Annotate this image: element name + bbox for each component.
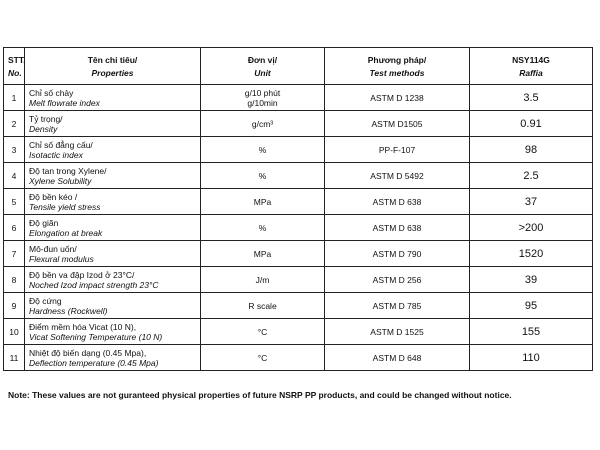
property-name-vi: Chỉ số đẳng cấu/	[29, 139, 93, 150]
row-number: 3	[4, 137, 25, 163]
property-name-vi: Mô-đun uốn/	[29, 243, 77, 254]
row-number: 1	[4, 85, 25, 111]
table-row	[4, 189, 593, 215]
table-row	[4, 137, 593, 163]
header-product: NSY114G Raffia	[470, 48, 593, 85]
footnote: Note: These values are not guranteed physical properties of future NSRP PP products, and could be changed without notice.	[8, 390, 512, 400]
table-header-row	[4, 48, 593, 85]
property-name-vi: Điểm mềm hóa Vicat (10 N),	[29, 321, 137, 332]
property-name-en: Xylene Solubility	[29, 175, 92, 186]
value-cell: 37	[470, 189, 593, 215]
property-name-vi: Tỷ trọng/	[29, 113, 63, 124]
table-row	[4, 345, 593, 371]
property-name-vi: Nhiệt độ biến dạng (0.45 Mpa),	[29, 347, 147, 358]
property-name-en: Isotactic index	[29, 149, 83, 160]
property-name-en: Melt flowrate index	[29, 97, 100, 108]
row-number: 6	[4, 215, 25, 241]
test-method-cell: ASTM D1505	[325, 111, 470, 137]
row-number: 10	[4, 319, 25, 345]
unit-cell: °C	[201, 345, 325, 371]
property-cell	[25, 137, 201, 163]
table-row	[4, 111, 593, 137]
property-name-vi: Độ bền va đập Izod ở 23°C/	[29, 269, 135, 280]
test-method-cell: ASTM D 648	[325, 345, 470, 371]
unit-cell: °C	[201, 319, 325, 345]
test-method-cell: ASTM D 1525	[325, 319, 470, 345]
property-cell	[25, 85, 201, 111]
property-name-en: Hardness (Rockwell)	[29, 305, 108, 316]
table-row	[4, 319, 593, 345]
value-cell: 2.5	[470, 163, 593, 189]
row-number: 4	[4, 163, 25, 189]
property-cell	[25, 163, 201, 189]
property-cell	[25, 111, 201, 137]
unit-cell: %	[201, 215, 325, 241]
property-cell	[25, 293, 201, 319]
header-test-methods: Phương pháp/ Test methods	[325, 48, 470, 85]
row-number: 2	[4, 111, 25, 137]
row-number: 7	[4, 241, 25, 267]
value-cell: 0.91	[470, 111, 593, 137]
test-method-cell: ASTM D 5492	[325, 163, 470, 189]
test-method-cell: ASTM D 256	[325, 267, 470, 293]
property-name-en: Density	[29, 123, 58, 134]
unit-cell: MPa	[201, 241, 325, 267]
value-cell: 95	[470, 293, 593, 319]
table-row	[4, 267, 593, 293]
test-method-cell: ASTM D 638	[325, 215, 470, 241]
row-number: 11	[4, 345, 25, 371]
value-cell: 3.5	[470, 85, 593, 111]
table-row	[4, 215, 593, 241]
property-cell	[25, 345, 201, 371]
value-cell: 98	[470, 137, 593, 163]
value-cell: 110	[470, 345, 593, 371]
value-cell: 39	[470, 267, 593, 293]
header-no: STT. No.	[4, 48, 25, 85]
test-method-cell: ASTM D 1238	[325, 85, 470, 111]
property-cell	[25, 241, 201, 267]
table-row	[4, 85, 593, 111]
test-method-cell: ASTM D 790	[325, 241, 470, 267]
header-properties: Tên chỉ tiêu/ Properties	[25, 48, 201, 85]
property-name-vi: Độ giãn	[29, 217, 59, 228]
property-name-en: Noched Izod impact strength 23°C	[29, 279, 159, 290]
test-method-cell: ASTM D 785	[325, 293, 470, 319]
unit-cell: R scale	[201, 293, 325, 319]
table-row	[4, 241, 593, 267]
property-name-en: Elongation at break	[29, 227, 103, 238]
test-method-cell: PP-F-107	[325, 137, 470, 163]
unit-cell: %	[201, 163, 325, 189]
test-method-cell: ASTM D 638	[325, 189, 470, 215]
property-cell	[25, 319, 201, 345]
property-name-vi: Độ tan trong Xylene/	[29, 165, 107, 176]
property-name-en: Vicat Softening Temperature (10 N)	[29, 331, 163, 342]
property-name-en: Flexural modulus	[29, 253, 94, 264]
property-cell	[25, 189, 201, 215]
unit-cell: MPa	[201, 189, 325, 215]
property-name-vi: Độ bền kéo /	[29, 191, 78, 202]
unit-cell: J/m	[201, 267, 325, 293]
row-number: 8	[4, 267, 25, 293]
unit-cell: g/cm³	[201, 111, 325, 137]
unit-cell: %	[201, 137, 325, 163]
property-cell	[25, 267, 201, 293]
property-name-en: Tensile yield stress	[29, 201, 101, 212]
value-cell: 155	[470, 319, 593, 345]
row-number: 9	[4, 293, 25, 319]
table-row	[4, 293, 593, 319]
table-row	[4, 163, 593, 189]
property-name-vi: Độ cứng	[29, 295, 62, 306]
value-cell: 1520	[470, 241, 593, 267]
row-number: 5	[4, 189, 25, 215]
property-name-en: Deflection temperature (0.45 Mpa)	[29, 357, 159, 368]
property-name-vi: Chỉ số chảy	[29, 87, 74, 98]
property-cell	[25, 215, 201, 241]
unit-cell: g/10 phút g/10min	[201, 85, 325, 111]
value-cell: >200	[470, 215, 593, 241]
properties-table	[3, 47, 593, 371]
header-unit: Đơn vị/ Unit	[201, 48, 325, 85]
